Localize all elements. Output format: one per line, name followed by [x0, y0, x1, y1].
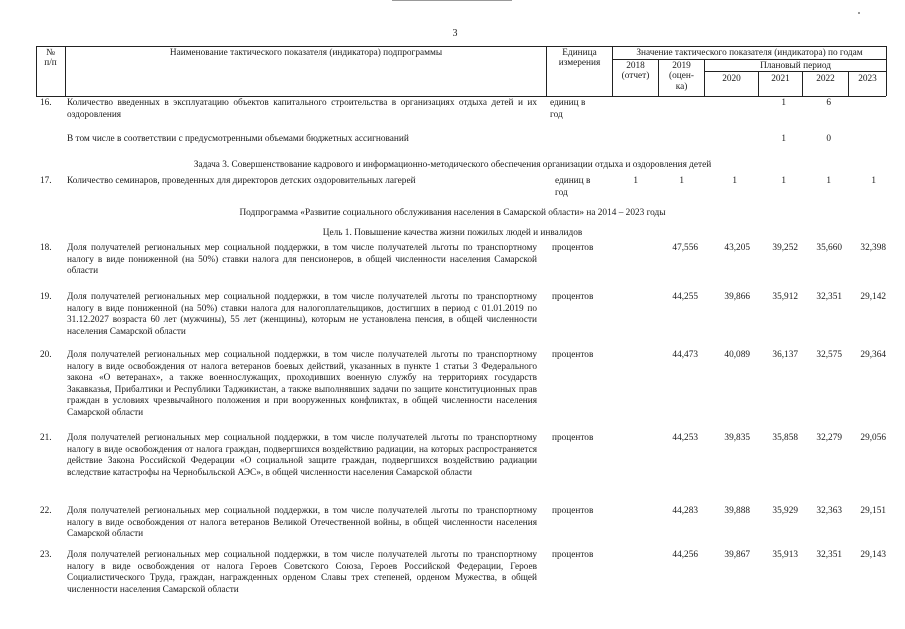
row-unit: процентов [552, 506, 594, 516]
row-value-2022: 35,660 [816, 243, 842, 253]
row-name: Доля получателей региональных мер социальной поддержки, в том числе получателей льготы по транспортному налогу в виде пониженной (на 50%) ставки налога для налогоплательщиков, достигших в период с 01.01.2019 по 31.12.2027 возраста 60 лет (мужчины), 55 лет (женщины), которым не установлена пенсия, в общей численности населения Самарской области [67, 292, 537, 337]
row-name: В том числе в соответствии с предусмотренными объемами бюджетных ассигнований [67, 134, 409, 144]
top-rule [392, 0, 512, 1]
row-num: 23. [40, 550, 52, 560]
header-2018: 2018 (отчет) [621, 61, 650, 82]
row-value-2019: 44,256 [672, 550, 698, 560]
row-unit: процентов [552, 243, 594, 253]
row-value-2019: 44,253 [672, 433, 698, 443]
row-value-2021: 35,913 [772, 550, 798, 560]
row-unit: единиц в год [550, 98, 586, 120]
row-value-2020: 39,835 [724, 433, 750, 443]
row-value-2021: 39,252 [772, 243, 798, 253]
row-value-2022: 1 [826, 176, 831, 186]
page-number: 3 [452, 28, 458, 39]
row-value-2021: 35,929 [772, 506, 798, 516]
row-name: Доля получателей региональных мер социальной поддержки, в том числе получателей льготы по транспортному налогу в виде пониженной (на 50%) ставки налога для пенсионеров, в общей численности населения Самарской области [67, 243, 537, 277]
row-value-2022: 32,363 [816, 506, 842, 516]
header-2019: 2019 (оцен- ка) [669, 61, 694, 92]
row-value-2021: 1 [781, 176, 786, 186]
row-value-2021: 35,858 [772, 433, 798, 443]
row-value-2023: 29,056 [860, 433, 886, 443]
row-value-2023: 29,364 [860, 350, 886, 360]
row-value-2023: 29,143 [860, 550, 886, 560]
header-num: № п/п [44, 48, 57, 69]
header-values-title: Значение тактического показателя (индикатора) по годам [636, 48, 863, 58]
row-value-2023: 29,151 [860, 506, 886, 516]
header-planned: Плановый период [760, 61, 831, 71]
row-num: 22. [40, 506, 52, 516]
row-value-2022: 32,351 [816, 550, 842, 560]
row-name: Доля получателей региональных мер социальной поддержки, в том числе получателей льготы по транспортному налогу в виде освобождения от налога граждан, подвергшихся воздействию радиации, на которых распространяется действие Закона Российской Федерации «О социальной защите граждан, подвергшихся воздействию радиации вследствие катастрофы на Чернобыльской АЭС», в общей численности населения Самарской области [67, 433, 537, 478]
row-value-2019: 44,473 [672, 350, 698, 360]
subprogram-heading: Подпрограмма «Развитие социального обслуживания населения в Самарской области» на 2014 – 2023 годы [239, 208, 666, 218]
row-value-2021: 35,912 [772, 292, 798, 302]
row-name: Доля получателей региональных мер социальной поддержки, в том числе получателей льготы по транспортному налогу в виде освобождения от налога ветеранов боевых действий, указанных в пункте 1 статьи 3 Федерального закона «О ветеранах», а также военнослужащих, проходивших военную службу на территориях государств Закавказья, Прибалтики и Республики Таджикистан, а также выполнявших задачи по защите конституционных прав граждан в условиях чрезвычайного положения и при вооруженных конфликтах, в общей численности населения Самарской области [67, 350, 537, 419]
header-unit: Единица измерения [558, 48, 601, 69]
row-value-2020: 1 [732, 176, 737, 186]
row-value-2023: 29,142 [860, 292, 886, 302]
row-name: Количество введенных в эксплуатацию объектов капитального строительства в организациях отдыха детей и их оздоровления [67, 98, 537, 120]
header-2022: 2022 [816, 74, 835, 84]
row-name: Доля получателей региональных мер социальной поддержки, в том числе получателей льготы по транспортному налогу в виде освобождения от налога Героев Советского Союза, Героев Российской Федерации, Героев Социалистического Труда, граждан, награжденных орденом Славы трех степеней, орденом Мужества, в общей численности населения Самарской области [67, 550, 537, 595]
row-unit: процентов [552, 550, 594, 560]
row-name: Количество семинаров, проведенных для директоров детских оздоровительных лагерей [67, 176, 416, 186]
row-num: 16. [40, 98, 52, 108]
row-num: 18. [40, 243, 52, 253]
row-num: 21. [40, 433, 52, 443]
row-value-2018: 1 [633, 176, 638, 186]
row-unit: процентов [552, 292, 594, 302]
row-unit: процентов [552, 433, 594, 443]
row-value-2019: 44,255 [672, 292, 698, 302]
row-value-2021: 1 [781, 98, 786, 108]
row-name: Доля получателей региональных мер социальной поддержки, в том числе получателей льготы по транспортному налогу в виде освобождения от налога ветеранов Великой Отечественной войны, в общей численности населения Самарской области [67, 506, 537, 540]
row-value-2022: 6 [826, 98, 831, 108]
row-unit: единиц в год [555, 176, 591, 198]
header-name: Наименование тактического показателя (индикатора) подпрограммы [169, 48, 443, 58]
row-value-2022: 0 [826, 134, 831, 144]
row-value-2020: 40,089 [724, 350, 750, 360]
header-2023: 2023 [858, 74, 877, 84]
row-value-2022: 32,351 [816, 292, 842, 302]
goal-1-heading: Цель 1. Повышение качества жизни пожилых людей и инвалидов [322, 228, 583, 238]
row-value-2023: 1 [871, 176, 876, 186]
task-3-heading: Задача 3. Совершенствование кадрового и информационно-методического обеспечения организации отдыха и оздоровления детей [193, 160, 712, 170]
row-value-2021: 1 [781, 134, 786, 144]
row-value-2020: 39,866 [724, 292, 750, 302]
row-value-2021: 36,137 [772, 350, 798, 360]
header-2021: 2021 [771, 74, 790, 84]
row-num: 17. [40, 176, 52, 186]
scan-mark [858, 12, 860, 14]
row-value-2023: 32,398 [860, 243, 886, 253]
row-value-2020: 39,867 [724, 550, 750, 560]
row-value-2019: 47,556 [672, 243, 698, 253]
row-num: 20. [40, 350, 52, 360]
row-value-2020: 39,888 [724, 506, 750, 516]
row-num: 19. [40, 292, 52, 302]
row-value-2022: 32,279 [816, 433, 842, 443]
row-value-2019: 1 [679, 176, 684, 186]
row-value-2020: 43,205 [724, 243, 750, 253]
row-unit: процентов [552, 350, 594, 360]
header-2020: 2020 [722, 74, 741, 84]
row-value-2019: 44,283 [672, 506, 698, 516]
row-value-2022: 32,575 [816, 350, 842, 360]
